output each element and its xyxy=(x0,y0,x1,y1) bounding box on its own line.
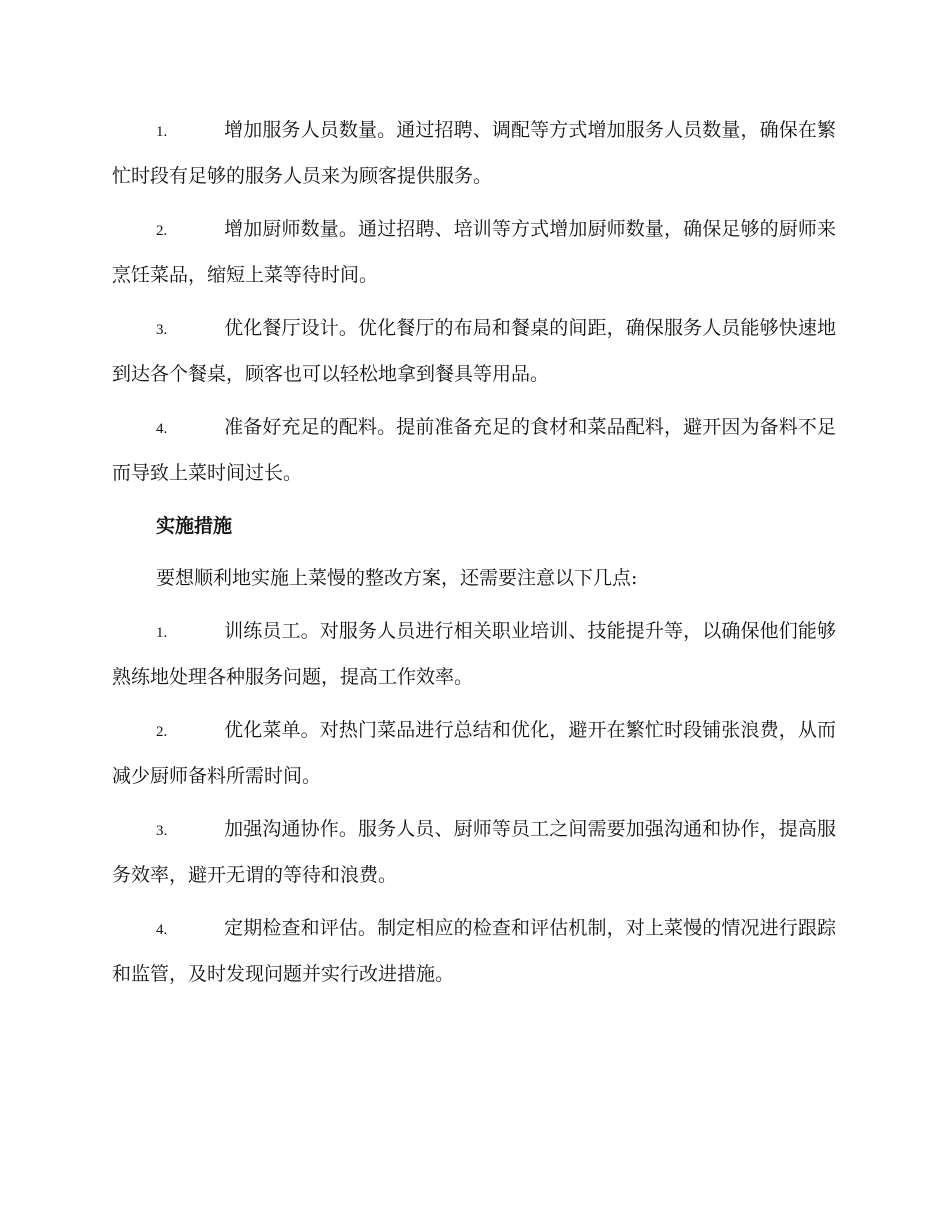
list-text: 优化菜单。对热门菜品进行总结和优化，避开在繁忙时段铺张浪费，从而减少厨师备料所需时间。 xyxy=(112,719,836,787)
list-item xyxy=(112,906,836,996)
list-item xyxy=(112,207,836,297)
list-text: 定期检查和评估。制定相应的检查和评估机制，对上菜慢的情况进行跟踪和监管，及时发现问题并实行改进措施。 xyxy=(112,917,836,985)
list-text: 增加服务人员数量。通过招聘、调配等方式增加服务人员数量，确保在繁忙时段有足够的服务人员来为顾客提供服务。 xyxy=(112,119,836,187)
list-number: 4. xyxy=(156,922,168,938)
list-item xyxy=(112,708,836,798)
list-item xyxy=(112,306,836,396)
list-item xyxy=(112,807,836,897)
list-number: 3. xyxy=(156,823,168,839)
list-number: 2. xyxy=(156,223,168,239)
intro-paragraph: 要想顺利地实施上菜慢的整改方案，还需要注意以下几点: xyxy=(156,567,638,589)
list-number: 1. xyxy=(156,124,168,140)
list-number: 1. xyxy=(156,625,168,641)
list-item xyxy=(112,405,836,495)
list-text: 增加厨师数量。通过招聘、培训等方式增加厨师数量，确保足够的厨师来烹饪菜品，缩短上菜等待时间。 xyxy=(112,218,836,286)
list-item xyxy=(112,108,836,198)
document-page xyxy=(112,108,836,1005)
list-number: 3. xyxy=(156,322,168,338)
list-text: 加强沟通协作。服务人员、厨师等员工之间需要加强沟通和协作，提高服务效率，避开无谓的等待和浪费。 xyxy=(112,818,836,886)
list-number: 4. xyxy=(156,421,168,437)
list-text: 准备好充足的配料。提前准备充足的食材和菜品配料，避开因为备料不足而导致上菜时间过长。 xyxy=(112,416,836,484)
list-text: 优化餐厅设计。优化餐厅的布局和餐桌的间距，确保服务人员能够快速地到达各个餐桌，顾客也可以轻松地拿到餐具等用品。 xyxy=(112,317,836,385)
list-text: 训练员工。对服务人员进行相关职业培训、技能提升等，以确保他们能够熟练地处理各种服务问题，提高工作效率。 xyxy=(112,620,836,688)
list-item xyxy=(112,609,836,699)
section-heading: 实施措施 xyxy=(156,515,233,537)
list-number: 2. xyxy=(156,724,168,740)
